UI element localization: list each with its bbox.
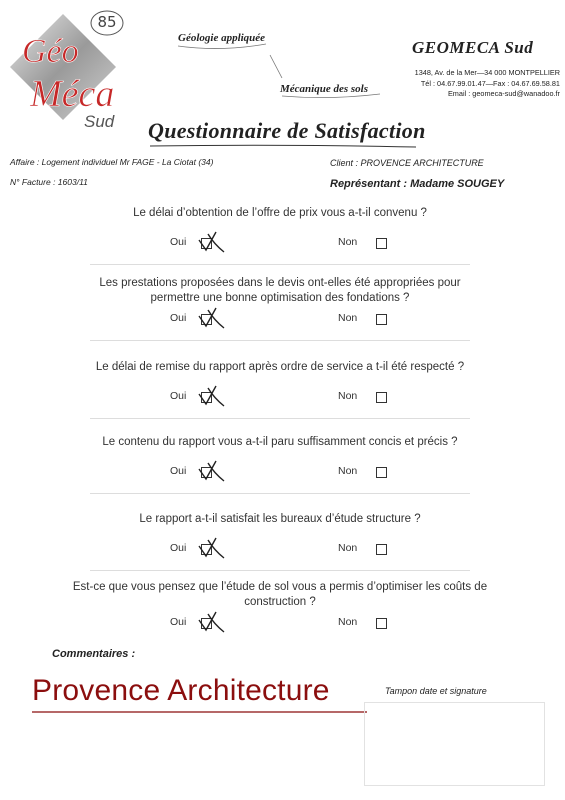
- tagline-mechanics: Mécanique des sols: [280, 83, 368, 95]
- question-line: Le délai d’obtention de l’offre de prix vous a-t-il convenu ?: [133, 207, 427, 219]
- no-checkbox[interactable]: [376, 467, 387, 478]
- question-text: [70, 206, 490, 221]
- yes-label: Oui: [170, 542, 187, 554]
- title-underline: [148, 143, 418, 149]
- yes-label: Oui: [170, 616, 187, 628]
- stamp-label: Tampon date et signature: [385, 686, 487, 696]
- yes-label: Oui: [170, 312, 187, 324]
- no-checkbox[interactable]: [376, 544, 387, 555]
- logo-line3: Sud: [84, 112, 115, 130]
- stamp-box[interactable]: [364, 702, 545, 786]
- question-text: [70, 512, 490, 527]
- company-name: GEOMECA Sud: [412, 38, 534, 57]
- question-text: [70, 276, 490, 306]
- handwritten-check-mark: [196, 228, 226, 256]
- question-separator: [90, 418, 470, 419]
- handwritten-check-mark: [196, 382, 226, 410]
- no-label: Non: [338, 542, 358, 554]
- question-line: Les prestations proposées dans le devis ont-elles été appropriées pour: [99, 277, 461, 289]
- question-separator: [90, 493, 470, 494]
- yes-label: Oui: [170, 236, 187, 248]
- yes-label: Oui: [170, 390, 187, 402]
- page-title: Questionnaire de Satisfaction: [148, 118, 426, 143]
- logo-line2: Méca: [30, 73, 115, 115]
- signature-underline: [32, 708, 367, 716]
- handwritten-check-mark: [196, 608, 226, 636]
- no-label: Non: [338, 236, 358, 248]
- question-line: construction ?: [244, 596, 316, 608]
- question-line: Le délai de remise du rapport après ordre de service a t-il été respecté ?: [95, 361, 465, 373]
- company-address: 1348, Av. de la Mer—34 000 MONTPELLIER: [414, 68, 560, 77]
- question-separator: [90, 340, 470, 341]
- no-checkbox[interactable]: [376, 392, 387, 403]
- question-line: permettre une bonne optimisation des fondations ?: [150, 292, 410, 304]
- no-label: Non: [338, 465, 358, 477]
- no-label: Non: [338, 390, 358, 402]
- question-separator: [90, 570, 470, 571]
- question-text: [70, 580, 490, 610]
- affaire-label: Affaire : Logement individuel Mr FAGE - La Ciotat (34): [10, 157, 214, 167]
- logo-line1: Géo: [22, 33, 79, 70]
- no-checkbox[interactable]: [376, 618, 387, 629]
- no-label: Non: [338, 616, 358, 628]
- comments-label: Commentaires :: [52, 648, 136, 660]
- invoice-number: N° Facture : 1603/11: [10, 177, 88, 187]
- question-line: Est-ce que vous pensez que l’étude de sol vous a permis d’optimiser les coûts de: [72, 581, 488, 593]
- no-checkbox[interactable]: [376, 314, 387, 325]
- comment-signature-text: Provence Architecture: [32, 674, 330, 707]
- handwritten-check-mark: [196, 304, 226, 332]
- page-number: 85: [97, 13, 117, 31]
- client-name: Client : PROVENCE ARCHITECTURE: [330, 158, 484, 168]
- tagline-geology: Géologie appliquée: [178, 32, 266, 44]
- question-text: [70, 435, 490, 450]
- page-number-stamp: [88, 8, 126, 38]
- handwritten-check-mark: [196, 534, 226, 562]
- company-email: Email : geomeca-sud@wanadoo.fr: [447, 89, 560, 98]
- yes-label: Oui: [170, 465, 187, 477]
- question-line: Le rapport a-t-il satisfait les bureaux d’étude structure ?: [139, 513, 421, 525]
- question-text: [70, 360, 490, 375]
- question-line: Le contenu du rapport vous a-t-il paru suffisamment concis et précis ?: [102, 436, 458, 448]
- no-checkbox[interactable]: [376, 238, 387, 249]
- company-phone-fax: Tél : 04.67.99.01.47—Fax : 04.67.69.58.81: [420, 79, 560, 88]
- representative-name: Représentant : Madame SOUGEY: [330, 178, 505, 190]
- question-separator: [90, 264, 470, 265]
- handwritten-check-mark: [196, 457, 226, 485]
- no-label: Non: [338, 312, 358, 324]
